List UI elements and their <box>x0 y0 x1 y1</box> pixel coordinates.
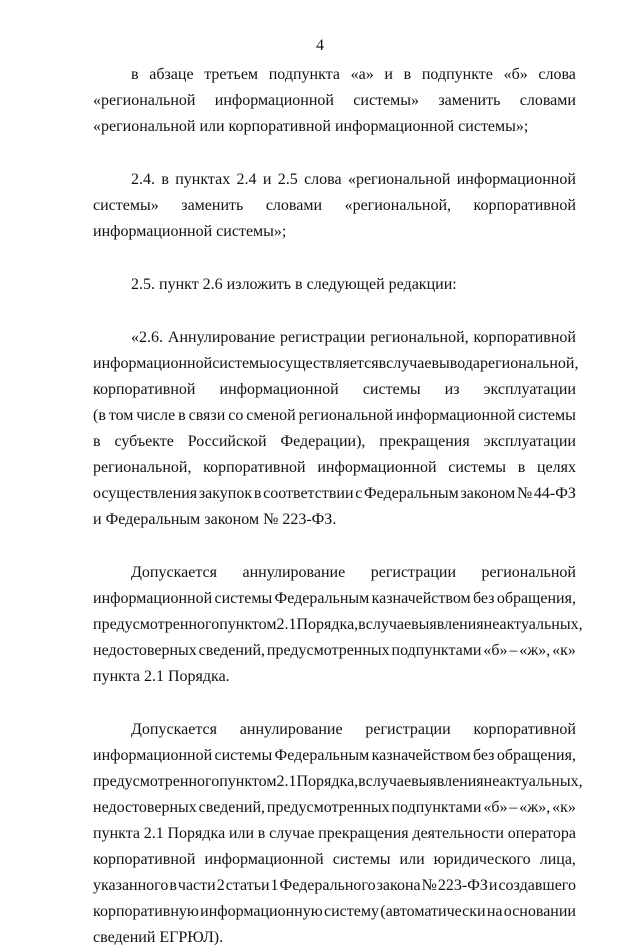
word: абзаце <box>149 66 194 83</box>
word: Порядка, <box>296 616 359 633</box>
text-line <box>93 167 576 193</box>
word: 223-ФЗ <box>437 877 488 894</box>
word: Федерации), <box>280 433 366 450</box>
word: указанного <box>93 877 169 894</box>
text-line <box>93 481 576 507</box>
word: недостоверных <box>93 642 197 659</box>
word: словами <box>519 92 576 109</box>
word: «б» <box>503 66 528 83</box>
word: «ж», <box>519 799 551 816</box>
word: № <box>516 485 533 502</box>
text-line <box>93 769 583 795</box>
word: «б» <box>483 642 508 659</box>
word: Федеральным <box>274 590 370 607</box>
word: в <box>178 407 186 424</box>
word: 2 <box>216 877 225 894</box>
word: со <box>228 407 244 424</box>
word: законом <box>460 485 516 502</box>
word: обращения, <box>496 590 576 607</box>
word: регистрации <box>370 564 457 581</box>
word: пункта <box>93 825 140 842</box>
text-line <box>93 612 583 638</box>
word: – <box>509 642 518 659</box>
word: слова <box>538 66 576 83</box>
word: том <box>108 407 134 424</box>
word: подпункта <box>268 66 340 83</box>
word: случае <box>365 773 412 790</box>
text-line <box>93 272 576 298</box>
text-line <box>93 219 576 245</box>
word: «к» <box>552 799 576 816</box>
word: предусмотренного <box>93 616 220 633</box>
paragraph <box>93 325 579 533</box>
word: 2.1 <box>276 616 297 633</box>
document-body <box>93 62 583 951</box>
word: и <box>262 171 272 188</box>
text-line <box>93 664 576 690</box>
word: сведений, <box>198 799 266 816</box>
word: лица, <box>539 851 576 868</box>
word: предусмотренного <box>93 773 220 790</box>
word: или <box>399 851 425 868</box>
word: эксплуатации <box>483 433 576 450</box>
word: случае <box>365 616 412 633</box>
word: – <box>509 799 518 816</box>
word: региональной, <box>93 459 192 476</box>
word: части <box>177 877 216 894</box>
word: системы <box>214 590 273 607</box>
word: целях <box>536 459 576 476</box>
word: заменить <box>438 92 501 109</box>
text-line <box>93 899 576 925</box>
word: системы» <box>93 197 159 214</box>
word: закупок <box>198 485 253 502</box>
word: корпоративной <box>473 721 576 738</box>
word: системы <box>362 381 421 398</box>
word: закона <box>376 877 421 894</box>
paragraph <box>93 560 583 690</box>
word: корпоративной <box>203 459 306 476</box>
word: в <box>253 485 262 502</box>
word: 2.4 <box>236 171 257 188</box>
word: пунктом <box>219 616 277 633</box>
text-line <box>93 873 576 899</box>
word: «б» <box>483 799 508 816</box>
word: без <box>472 590 495 607</box>
word: 2.5. пункт 2.6 изложить в следующей редакции: <box>131 276 457 293</box>
word: казначейством <box>371 747 471 764</box>
text-line <box>93 377 576 403</box>
text-line <box>93 455 576 481</box>
word: системы <box>332 851 391 868</box>
text-line <box>93 821 576 847</box>
word: Федеральным <box>364 485 459 502</box>
word: № <box>421 877 437 894</box>
word: корпоративной <box>93 381 196 398</box>
word: системы <box>214 747 273 764</box>
word: юридического <box>433 851 531 868</box>
text-line <box>93 114 576 140</box>
word: на <box>486 903 503 920</box>
word: подпунктами <box>391 799 482 816</box>
text-line <box>93 403 576 429</box>
paragraph-gap <box>93 245 576 272</box>
text-line <box>93 62 576 88</box>
word: осуществляется <box>269 355 379 372</box>
word: информационной <box>93 747 213 764</box>
paragraph <box>93 272 576 298</box>
word: системы <box>518 407 576 424</box>
word: Порядка <box>167 825 226 842</box>
word: информационной <box>214 92 334 109</box>
word: информационной <box>456 171 576 188</box>
paragraph <box>93 717 583 951</box>
word: неактуальных, <box>483 616 583 633</box>
word: «региональной, <box>344 197 451 214</box>
word: Федеральным <box>274 747 370 764</box>
word: заменить <box>181 197 244 214</box>
word: информационной <box>93 590 213 607</box>
word: Федерального <box>279 877 376 894</box>
word: в <box>161 171 169 188</box>
word: предусмотренных <box>266 642 390 659</box>
word: корпоративной <box>473 329 576 346</box>
word: корпоративной <box>473 197 576 214</box>
word: сменой <box>246 407 296 424</box>
text-line <box>93 847 576 873</box>
word: информационной <box>396 407 516 424</box>
text-line <box>93 325 576 351</box>
word: информационную <box>200 903 323 920</box>
text-line <box>93 88 576 114</box>
word: подпунктами <box>391 642 482 659</box>
word: в <box>517 459 526 476</box>
paragraph-gap <box>93 298 576 325</box>
word: случае <box>269 825 315 842</box>
word: регистрации <box>365 721 451 738</box>
word: сведений, <box>198 642 266 659</box>
word: Аннулирование <box>167 329 276 346</box>
word: 2.4. <box>131 171 155 188</box>
word: региональной, <box>480 355 579 372</box>
text-line <box>93 560 576 586</box>
text-line <box>93 925 576 951</box>
word: подпункте <box>421 66 493 83</box>
page-number: 4 <box>316 37 324 54</box>
word: прекращения <box>318 825 409 842</box>
word: из <box>444 381 460 398</box>
word: информационной <box>93 355 213 372</box>
word: осуществления <box>93 485 198 502</box>
word: деятельности <box>412 825 504 842</box>
text-line <box>93 193 576 219</box>
word: или <box>228 825 255 842</box>
word: сведений ЕГРЮЛ). <box>93 929 224 946</box>
word: выявления <box>411 616 484 633</box>
word: системы» <box>353 92 420 109</box>
word: систему <box>323 903 379 920</box>
word: Российской <box>187 433 267 450</box>
text-line <box>93 586 576 612</box>
text-line <box>93 507 576 533</box>
word: вывода <box>431 355 480 372</box>
word: пункта 2.1 Порядка. <box>93 668 230 685</box>
word: 2.5 <box>277 171 298 188</box>
word: соответствии <box>263 485 354 502</box>
text-line <box>93 351 579 377</box>
word: (в <box>93 407 106 424</box>
word: неактуальных, <box>483 773 583 790</box>
word: предусмотренных <box>266 799 390 816</box>
word: в <box>257 825 266 842</box>
word: в <box>131 66 139 83</box>
word: казначейством <box>371 590 471 607</box>
word: в <box>358 773 366 790</box>
word: Допускается <box>131 721 217 738</box>
word: с <box>355 485 363 502</box>
word: региональной <box>481 564 576 581</box>
text-line <box>93 717 576 743</box>
paragraph-gap <box>93 140 576 167</box>
word: в <box>403 66 412 83</box>
paragraph <box>93 167 576 245</box>
word: региональной <box>298 407 394 424</box>
word: связи <box>188 407 226 424</box>
word: информационной <box>219 381 339 398</box>
text-line <box>93 429 576 455</box>
word: случае <box>386 355 432 372</box>
word: 2.1 <box>276 773 297 790</box>
word: статьи <box>225 877 270 894</box>
word: без <box>472 747 495 764</box>
text-line <box>93 795 576 821</box>
word: пунктом <box>219 773 277 790</box>
word: недостоверных <box>93 799 197 816</box>
word: корпоративную <box>93 903 199 920</box>
word: корпоративной <box>93 851 196 868</box>
word: числе <box>136 407 176 424</box>
word: оператора <box>507 825 576 842</box>
word: «региональной <box>93 92 196 109</box>
word: и <box>384 66 393 83</box>
word: (автоматически <box>380 903 486 920</box>
word: системы <box>212 355 270 372</box>
word: пунктах <box>175 171 231 188</box>
word: создавшего <box>498 877 576 894</box>
word: «ж», <box>519 642 551 659</box>
text-line <box>93 743 576 769</box>
word: «региональной <box>347 171 451 188</box>
word: «а» <box>350 66 374 83</box>
word: Допускается <box>131 564 217 581</box>
word: 1 <box>270 877 279 894</box>
word: 44-ФЗ <box>533 485 576 502</box>
word: системы <box>448 459 506 476</box>
word: информационной системы»; <box>93 223 287 240</box>
word: в <box>93 433 101 450</box>
word: третьем <box>204 66 259 83</box>
word: обращения, <box>496 747 576 764</box>
word: «2.6. <box>131 329 163 346</box>
paragraph-gap <box>93 690 576 717</box>
word: субъекте <box>114 433 174 450</box>
word: слова <box>304 171 342 188</box>
word: выявления <box>411 773 484 790</box>
word: в <box>378 355 387 372</box>
word: информационной <box>317 459 437 476</box>
word: региональной, <box>370 329 469 346</box>
text-line <box>93 638 576 664</box>
paragraph-gap <box>93 533 576 560</box>
word: информационной <box>204 851 324 868</box>
word: аннулирование <box>242 564 346 581</box>
word: «региональной или корпоративной информационной системы»; <box>93 118 529 135</box>
paragraph <box>93 62 576 140</box>
word: основании <box>503 903 576 920</box>
word: в <box>358 616 366 633</box>
word: и <box>488 877 498 894</box>
word: и Федеральным законом № 223-ФЗ. <box>93 511 337 528</box>
word: в <box>169 877 177 894</box>
word: словами <box>265 197 323 214</box>
word: регистрации <box>279 329 366 346</box>
word: эксплуатации <box>483 381 576 398</box>
word: 2.1 <box>143 825 164 842</box>
word: Порядка, <box>296 773 359 790</box>
word: прекращения <box>379 433 470 450</box>
word: аннулирование <box>239 721 343 738</box>
word: «к» <box>552 642 576 659</box>
